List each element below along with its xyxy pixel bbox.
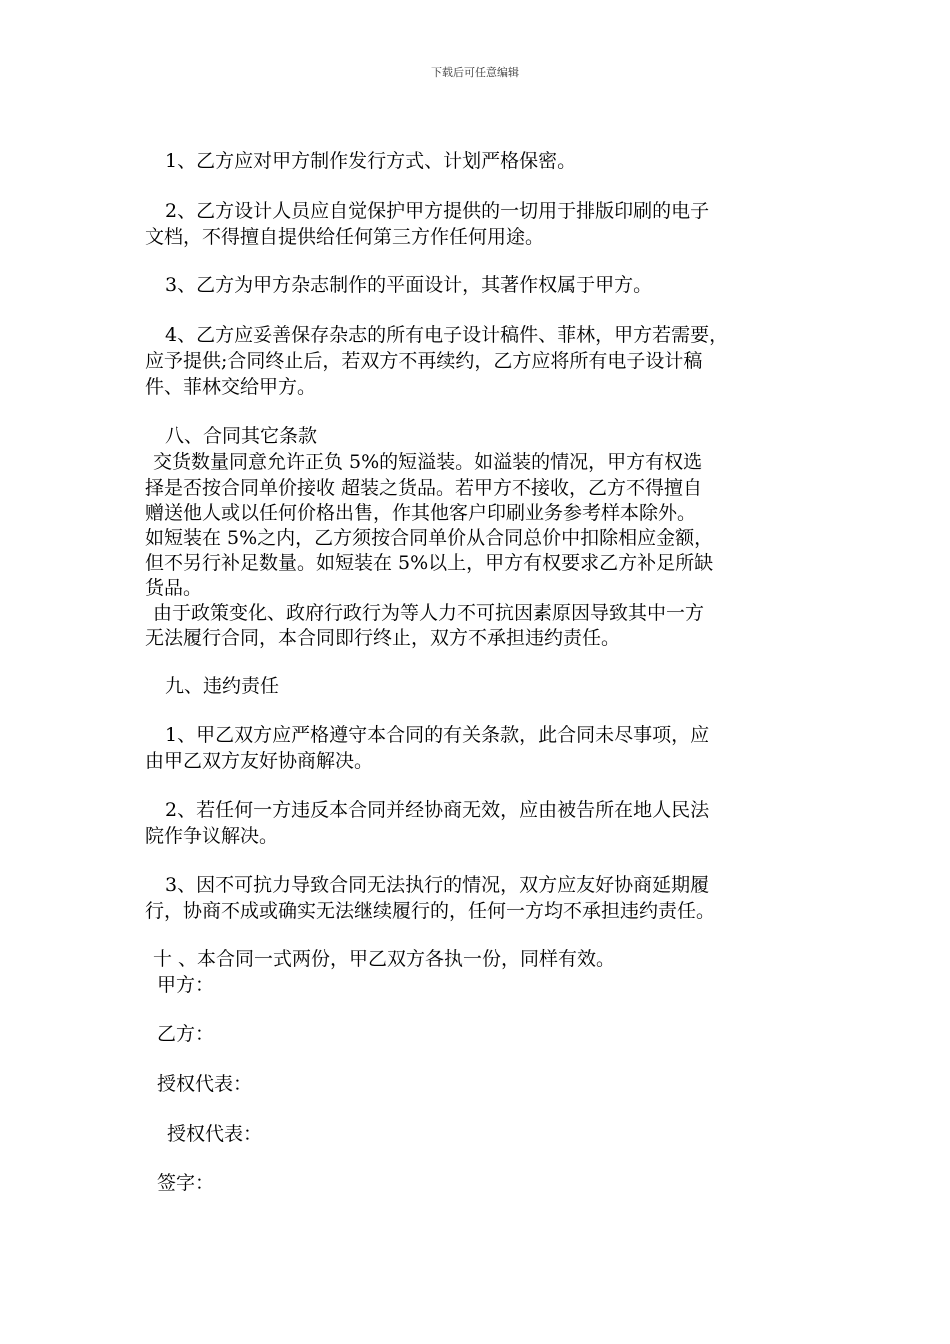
section8-para1-l5: 但不另行补足数量。如短装在 5%以上，甲方有权要求乙方补足所缺	[145, 552, 714, 574]
section9-clause2-l2: 院作争议解决。	[145, 825, 279, 847]
clause-confidentiality: 1、乙方应对甲方制作发行方式、计划严格保密。	[165, 150, 577, 172]
page-header: 下载后可任意编辑	[431, 66, 519, 79]
clause-file-protection-l2: 文档，不得擅自提供给任何第三方作任何用途。	[145, 226, 545, 248]
section9-clause1-l1: 1、甲乙双方应严格遵守本合同的有关条款，此合同未尽事项，应	[165, 724, 710, 746]
signature-label: 签字：	[157, 1172, 215, 1194]
section8-para1-l4: 如短装在 5%之内，乙方须按合同单价从合同总价中扣除相应金额，	[145, 527, 714, 549]
party-a-label: 甲方：	[157, 974, 215, 996]
section9-clause3-l1: 3、因不可抗力导致合同无法执行的情况，双方应友好协商延期履	[165, 874, 710, 896]
section8-para1-l6: 货品。	[145, 577, 203, 599]
clause-storage-l3: 件、菲林交给甲方。	[145, 376, 317, 398]
party-b-representative-label: 授权代表：	[167, 1123, 263, 1145]
section9-clause2-l1: 2、若任何一方违反本合同并经协商无效，应由被告所在地人民法	[165, 799, 710, 821]
clause-storage-l2: 应予提供;合同终止后，若双方不再续约，乙方应将所有电子设计稿	[145, 350, 703, 372]
section-heading-8: 八、合同其它条款	[165, 425, 318, 447]
section8-para1-l1: 交货数量同意允许正负 5%的短溢装。如溢装的情况，甲方有权选	[153, 451, 703, 473]
section8-para2-l1: 由于政策变化、政府行政行为等人力不可抗因素原因导致其中一方	[153, 602, 705, 624]
clause-copyright: 3、乙方为甲方杂志制作的平面设计，其著作权属于甲方。	[165, 274, 653, 296]
section8-para1-l3: 赠送他人或以任何价格出售，作其他客户印刷业务参考样本除外。	[145, 502, 697, 524]
section9-clause1-l2: 由甲乙双方友好协商解决。	[145, 750, 374, 772]
section-heading-9: 九、违约责任	[165, 675, 280, 697]
section9-clause3-l2: 行，协商不成或确实无法继续履行的，任何一方均不承担违约责任。	[145, 900, 716, 922]
section8-para2-l2: 无法履行合同，本合同即行终止，双方不承担违约责任。	[145, 627, 621, 649]
party-a-representative-label: 授权代表：	[157, 1073, 253, 1095]
section8-para1-l2: 择是否按合同单价接收 超装之货品。若甲方不接收，乙方不得擅自	[145, 477, 703, 499]
party-b-label: 乙方：	[157, 1023, 215, 1045]
clause-file-protection-l1: 2、乙方设计人员应自觉保护甲方提供的一切用于排版印刷的电子	[165, 200, 710, 222]
clause-storage-l1: 4、乙方应妥善保存杂志的所有电子设计稿件、菲林，甲方若需要，	[165, 324, 729, 346]
section-heading-10: 十 、本合同一式两份，甲乙双方各执一份，同样有效。	[153, 948, 616, 970]
